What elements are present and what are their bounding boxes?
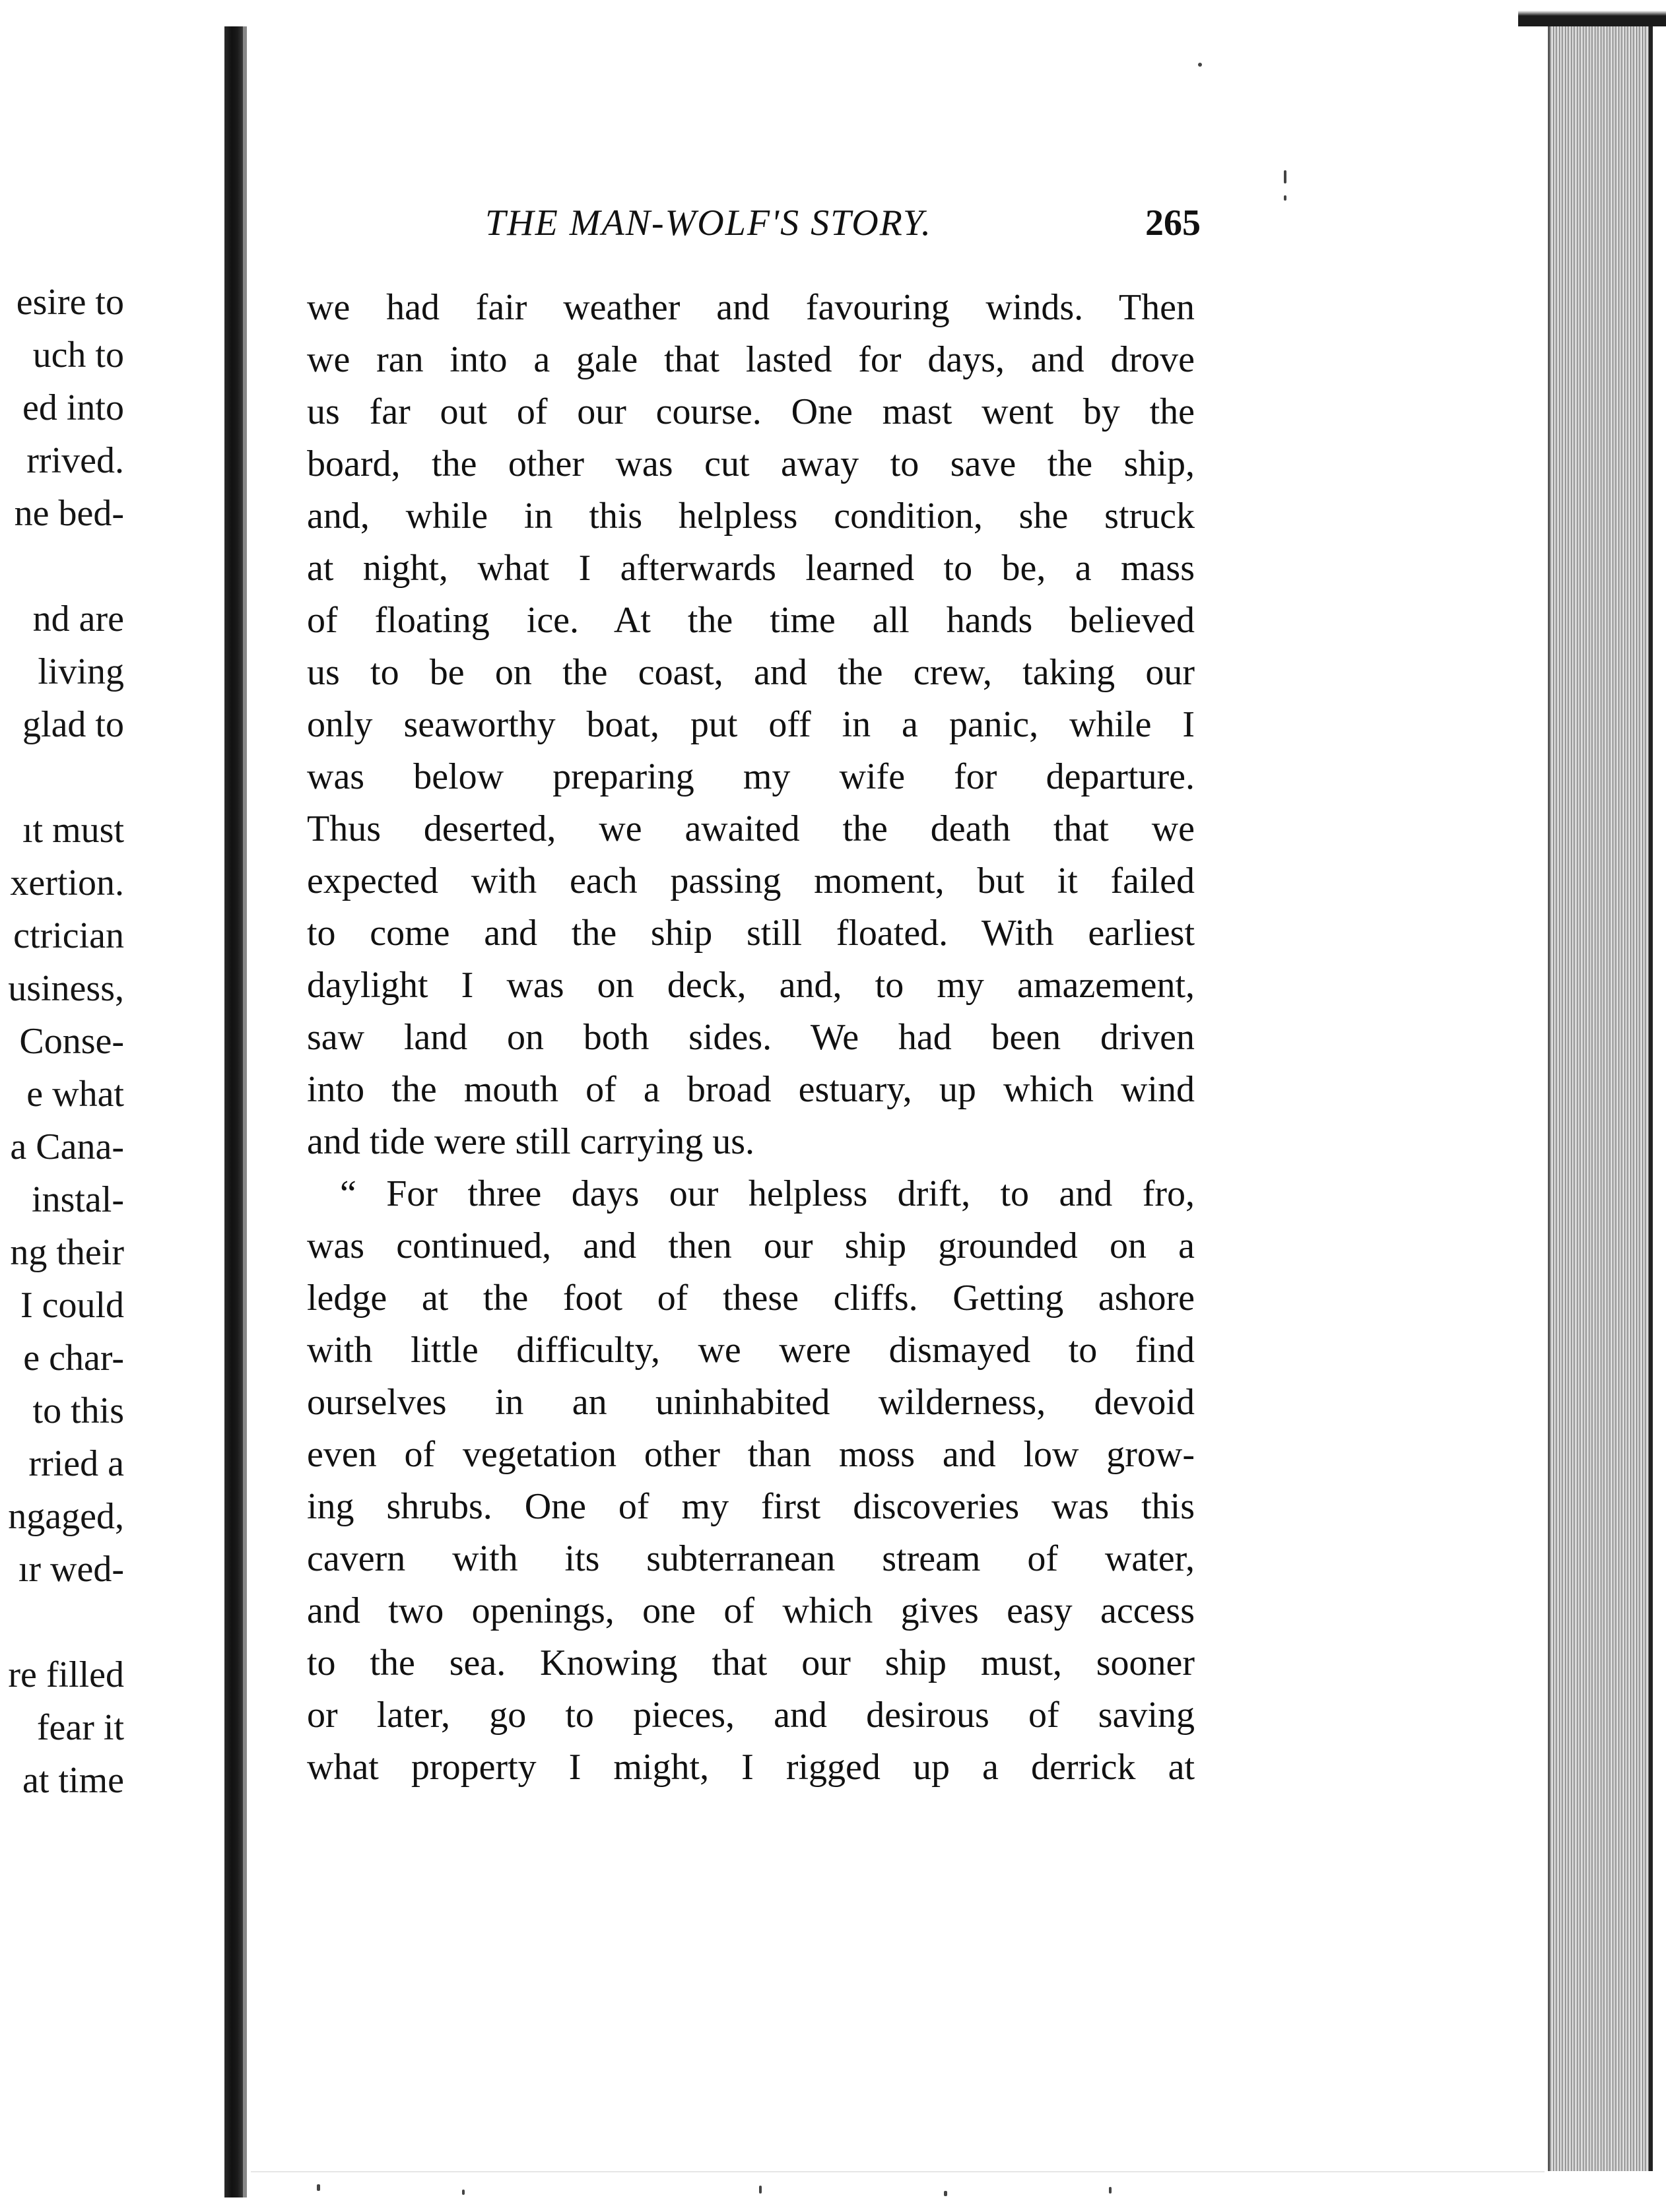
text-line: Thus deserted, we awaited the death that we [307, 808, 1195, 849]
text-line: and tide were still carrying us. [307, 1121, 755, 1162]
scan-speck [944, 2191, 947, 2196]
book-page-edges [1548, 26, 1653, 2171]
left-line: ıt must [22, 810, 124, 851]
text-line: us far out of our course. One mast went by the [307, 391, 1195, 432]
text-line: what property I might, I rigged up a derrick at [307, 1747, 1195, 1788]
left-line: glad to [22, 704, 124, 745]
scan-speck [1284, 195, 1286, 201]
left-line: ctrician [13, 915, 124, 956]
left-line: instal- [32, 1179, 124, 1220]
left-line: to this [32, 1390, 124, 1431]
scan-speck [462, 2190, 465, 2195]
scan-speck [759, 2186, 762, 2194]
left-line: uch to [32, 335, 124, 375]
left-line: ed into [22, 387, 124, 428]
text-line: of floating ice. At the time all hands believed [307, 600, 1195, 641]
text-line: ledge at the foot of these cliffs. Getting ashore [307, 1278, 1195, 1318]
text-line: was below preparing my wife for departure. [307, 756, 1195, 797]
scan-speck [1198, 63, 1202, 67]
book-bottom-edge [1545, 2171, 1666, 2212]
text-line: and, while in this helpless condition, she struck [307, 496, 1195, 537]
text-line: cavern with its subterranean stream of water, [307, 1538, 1195, 1579]
text-line: ing shrubs. One of my first discoveries was this [307, 1486, 1195, 1527]
text-line: ourselves in an uninhabited wilderness, devoid [307, 1382, 1195, 1423]
text-line: us to be on the coast, and the crew, taking our [307, 652, 1195, 693]
text-line: was continued, and then our ship grounded on a [307, 1225, 1195, 1266]
left-line: nd are [32, 599, 124, 639]
left-line: xertion. [10, 862, 124, 903]
text-line: to come and the ship still floated. With earliest [307, 913, 1195, 954]
book-gutter [224, 26, 243, 2197]
scan-speck [317, 2184, 320, 2191]
left-line: ne bed- [14, 493, 124, 534]
left-line: at time [22, 1760, 124, 1801]
left-line: usiness, [8, 968, 124, 1009]
left-line: rried a [28, 1443, 124, 1484]
left-line: fear it [36, 1707, 124, 1748]
text-line: saw land on both sides. We had been driven [307, 1017, 1195, 1058]
text-line: “ For three days our helpless drift, to and fro, [340, 1173, 1195, 1214]
page-bottom-line [251, 2171, 1545, 2172]
left-line: e char- [23, 1338, 124, 1379]
text-line: and two openings, one of which gives easy access [307, 1590, 1195, 1631]
left-page-fragment [0, 284, 218, 1854]
text-line: only seaworthy boat, put off in a panic, while I [307, 704, 1195, 745]
left-line: re filled [8, 1654, 124, 1695]
text-line: we ran into a gale that lasted for days, and drove [307, 339, 1195, 380]
left-line: ngaged, [8, 1496, 124, 1537]
text-line: board, the other was cut away to save the ship, [307, 443, 1195, 484]
text-line: to the sea. Knowing that our ship must, sooner [307, 1643, 1195, 1683]
left-line: I could [20, 1285, 124, 1326]
left-line: ır wed- [18, 1549, 124, 1590]
gutter-edge [243, 26, 247, 2197]
left-line: e what [26, 1074, 124, 1115]
left-line: living [38, 651, 124, 692]
scan-speck [1284, 170, 1286, 183]
left-line: esire to [16, 284, 124, 323]
left-line: rrived. [26, 440, 124, 481]
running-head-title: THE MAN-WOLF'S STORY. [485, 203, 932, 244]
text-line: with little difficulty, we were dismayed to find [307, 1330, 1195, 1371]
text-line: we had fair weather and favouring winds. Then [307, 287, 1195, 328]
book-top-edge [1518, 0, 1666, 26]
text-line: even of vegetation other than moss and low grow- [307, 1434, 1195, 1475]
left-line: a Cana- [10, 1126, 124, 1167]
text-line: into the mouth of a broad estuary, up which wind [307, 1069, 1195, 1110]
scan-speck [1109, 2187, 1112, 2194]
page-number: 265 [1145, 203, 1201, 244]
text-line: or later, go to pieces, and desirous of saving [307, 1695, 1195, 1736]
text-line: daylight I was on deck, and, to my amazement, [307, 965, 1195, 1006]
left-line: ng their [10, 1232, 124, 1273]
left-line: Conse- [19, 1021, 124, 1062]
text-line: expected with each passing moment, but it failed [307, 861, 1195, 901]
text-line: at night, what I afterwards learned to be, a mass [307, 548, 1195, 589]
